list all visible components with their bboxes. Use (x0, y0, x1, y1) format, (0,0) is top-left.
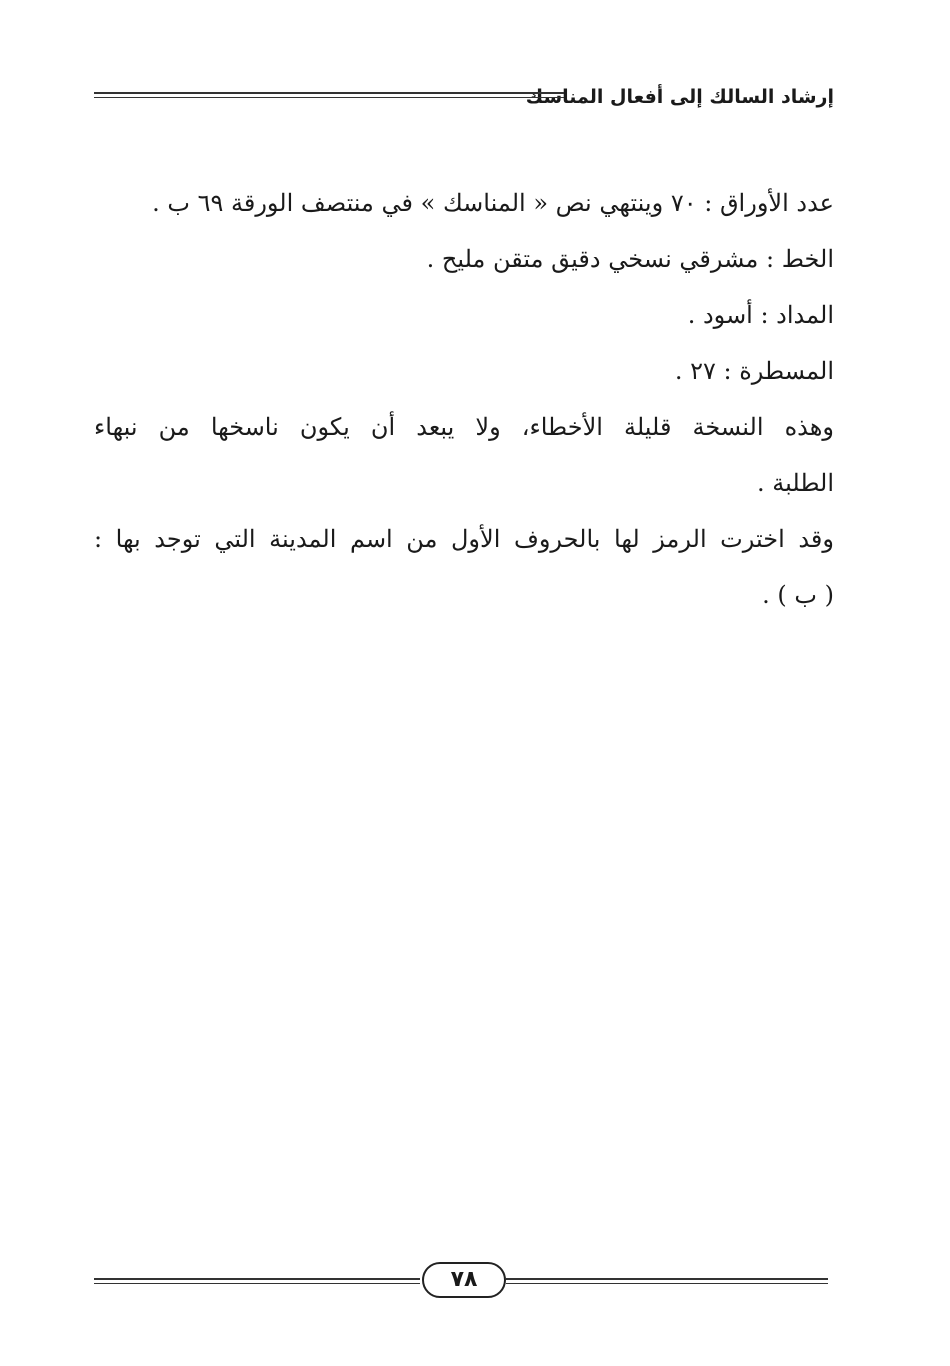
text-line: المسطرة : ٢٧ . (674, 357, 834, 385)
footer-rule-right (506, 1278, 828, 1284)
header-rule (94, 92, 564, 98)
footer-rule-left (94, 1278, 420, 1284)
text-line: المداد : أسود . (687, 301, 834, 329)
page-number: ٧٨ (422, 1262, 506, 1298)
paragraph-symbol (94, 511, 834, 623)
text-line: وهذه النسخة قليلة الأخطاء، ولا يبعد أن يكون ناسخها من نبهاء (94, 413, 834, 441)
text-line: وقد اخترت الرمز لها بالحروف الأول من اسم المدينة التي توجد بها : (94, 525, 834, 553)
text-line: ( ب ) . (762, 581, 834, 609)
page-footer (94, 1262, 828, 1302)
main-text (94, 175, 834, 623)
paragraph-script (94, 231, 834, 287)
text-line: عدد الأوراق : ٧٠ وينتهي نص « المناسك » في منتصف الورقة ٦٩ ب . (152, 189, 834, 217)
paragraph-errors (94, 399, 834, 511)
running-header (94, 78, 834, 112)
paragraph-ink (94, 287, 834, 343)
book-title: إرشاد السالك إلى أفعال المناسك (525, 86, 834, 108)
paragraph-ruling (94, 343, 834, 399)
paragraph-folios (94, 175, 834, 231)
text-line: الطلبة . (757, 469, 834, 497)
text-line: الخط : مشرقي نسخي دقيق متقن مليح . (426, 245, 834, 273)
